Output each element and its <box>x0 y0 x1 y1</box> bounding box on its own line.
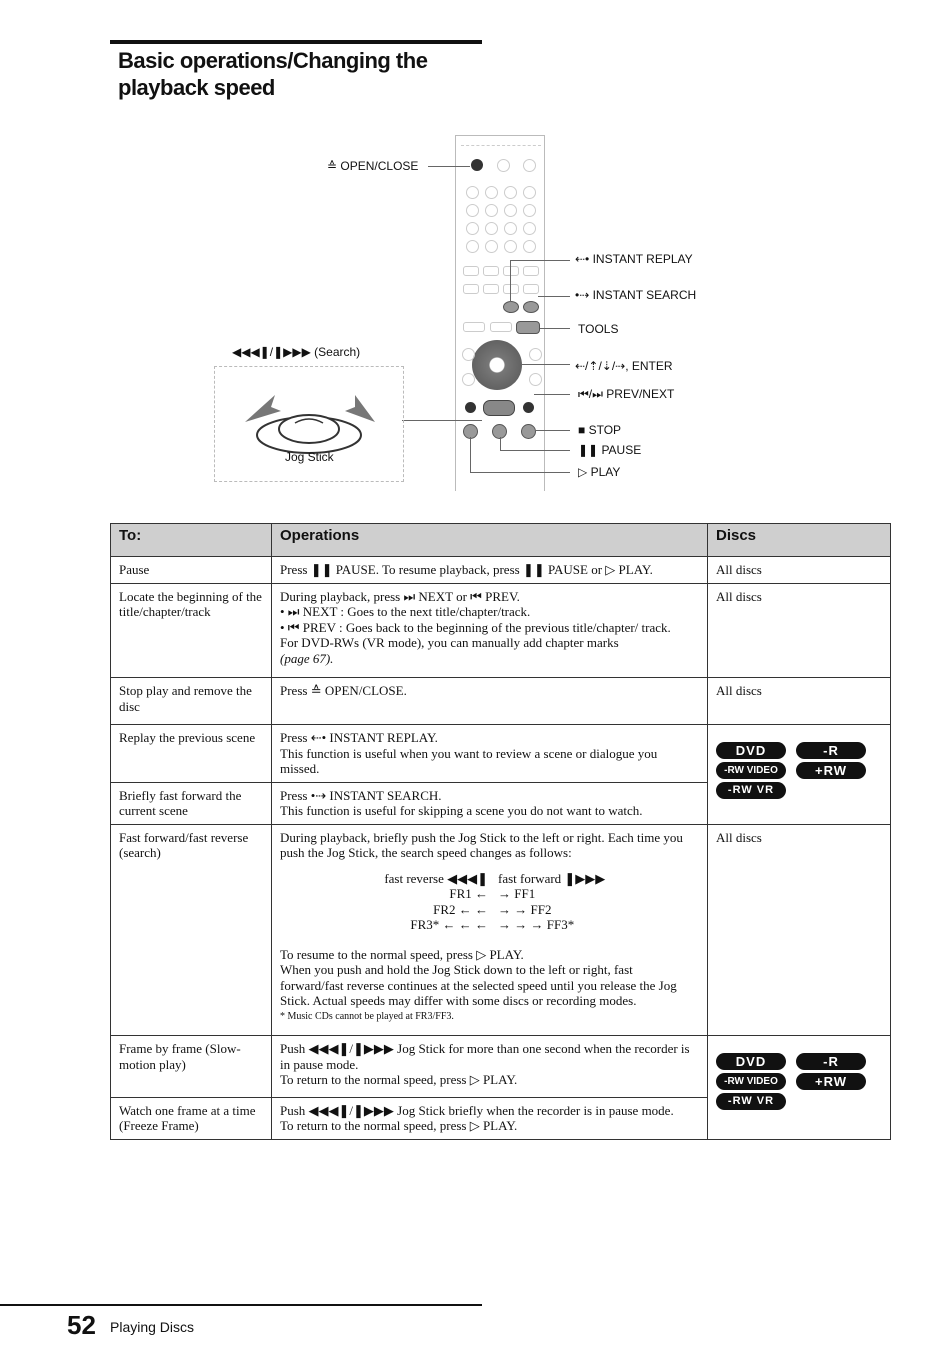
number-button-icon <box>485 240 498 253</box>
number-button-icon <box>485 222 498 235</box>
jog-stick-remote-icon <box>483 400 515 416</box>
table-row-stop <box>111 678 891 725</box>
cell-to: Frame by frame (Slow-motion play) <box>111 1036 272 1098</box>
cell-to: Pause <box>111 557 272 584</box>
table-row-fastfwd <box>111 824 891 1036</box>
cell-to: Locate the beginning of the title/chapter/track <box>111 583 272 678</box>
disc-logos <box>716 1041 882 1110</box>
directional-dial-icon <box>472 340 522 390</box>
header-discs: Discs <box>708 524 891 557</box>
operation-text: Press ⇠• INSTANT REPLAY. <box>280 730 438 745</box>
dvd-rw-video-logo: -RW VIDEO <box>716 1073 786 1090</box>
page-title <box>118 47 538 101</box>
cell-discs: All discs <box>708 583 891 678</box>
instant-replay-label: ⇠• INSTANT REPLAY <box>575 252 693 266</box>
leader-line <box>510 260 570 261</box>
remote-button-icon <box>497 159 510 172</box>
tools-label: TOOLS <box>578 322 619 336</box>
leader-line <box>538 296 570 297</box>
speed-ff3: → → → FF3* <box>498 917 575 932</box>
next-button-icon <box>523 402 534 413</box>
number-button-icon <box>504 222 517 235</box>
leader-line <box>470 472 570 473</box>
leader-line <box>522 364 570 365</box>
number-button-icon <box>466 186 479 199</box>
disc-logos <box>716 730 882 799</box>
remote-button-icon <box>462 348 475 361</box>
remote-key-icon <box>503 284 519 294</box>
cell-operation: Press ≙ OPEN/CLOSE. <box>272 678 708 725</box>
cell-operation <box>272 583 708 678</box>
cell-to: Briefly fast forward the current scene <box>111 782 272 824</box>
operation-text: To resume to the normal speed, press ▷ PLAY. <box>280 946 524 962</box>
page-reference: (page 67). <box>280 650 334 666</box>
section-name: Playing Discs <box>110 1319 195 1335</box>
page-title-line2: playback speed <box>118 75 275 100</box>
speed-ff2: → → FF2 <box>498 901 552 917</box>
table-header-row <box>111 524 891 557</box>
leader-line <box>510 260 511 302</box>
leader-line <box>470 437 471 472</box>
remote-button-icon <box>529 373 542 386</box>
operation-text: This function is useful when you want to review a scene or dialogue you missed. <box>280 745 658 776</box>
cell-operation <box>272 1097 708 1139</box>
speed-ff1: → FF1 <box>498 886 536 901</box>
number-button-icon <box>485 186 498 199</box>
operation-text: This function is useful for skipping a scene you do not want to watch. <box>280 803 643 818</box>
dvd-r-logo: -R <box>796 1053 866 1070</box>
number-button-icon <box>523 240 536 253</box>
remote-key-icon <box>523 266 539 276</box>
jog-stick-label: Jog Stick <box>285 450 334 464</box>
operation-text: When you push and hold the Jog Stick down to the left or right, fast forward/fast reverse continues at the selected speed until you release the Jog Stick. Actual speeds may differ with some discs or recording modes. <box>280 962 677 1008</box>
top-rule <box>110 40 482 44</box>
operation-text: During playback, press ⏭ NEXT or ⏮ PREV. <box>280 588 520 604</box>
cell-to: Watch one frame at a time (Freeze Frame) <box>111 1097 272 1139</box>
cell-operation <box>272 782 708 824</box>
enter-label: ⇠/⇡/⇣/⇢, ENTER <box>575 359 673 373</box>
number-button-icon <box>523 204 536 217</box>
remote-button-icon <box>529 348 542 361</box>
cell-operation <box>272 1036 708 1098</box>
cell-operation <box>272 725 708 783</box>
number-button-icon <box>504 204 517 217</box>
page-title-line1: Basic operations/Changing the <box>118 48 428 73</box>
dvd-r-logo: -R <box>796 742 866 759</box>
instant-replay-button-icon <box>503 301 519 313</box>
operation-text: Push ◀◀◀❚/❚▶▶▶ Jog Stick briefly when the recorder is in pause mode. <box>280 1102 674 1118</box>
plus-rw-logo: +RW <box>796 762 866 779</box>
header-operations: Operations <box>272 524 708 557</box>
dvd-logo: DVD <box>716 742 786 759</box>
leader-line <box>534 394 570 395</box>
operations-table <box>110 523 891 1140</box>
prev-next-label: ⏮/⏭ PREV/NEXT <box>578 387 675 401</box>
header-to: To: <box>111 524 272 557</box>
number-button-icon <box>504 186 517 199</box>
remote-key-icon <box>463 284 479 294</box>
leader-line <box>540 328 570 329</box>
stop-button-icon <box>521 424 536 439</box>
footnote: * Music CDs cannot be played at FR3/FF3. <box>280 1010 454 1022</box>
cell-operation: Press ❚❚ PAUSE. To resume playback, press ❚❚ PAUSE or ▷ PLAY. <box>272 557 708 584</box>
leader-line <box>536 430 570 431</box>
number-button-icon <box>523 222 536 235</box>
fast-reverse-heading: fast reverse ◀◀◀❚ <box>384 870 488 886</box>
operation-text: To return to the normal speed, press ▷ PLAY. <box>280 1072 518 1087</box>
number-button-icon <box>466 204 479 217</box>
remote-key-icon <box>503 266 519 276</box>
operation-text: To return to the normal speed, press ▷ PLAY. <box>280 1118 518 1133</box>
cell-discs: All discs <box>708 557 891 584</box>
leader-line <box>500 437 501 450</box>
cell-discs: All discs <box>708 678 891 725</box>
speed-table <box>348 871 699 933</box>
cell-discs-logos <box>708 725 891 825</box>
cell-discs: All discs <box>708 824 891 1036</box>
operation-text: For DVD-RWs (VR mode), you can manually add chapter marks <box>280 635 619 650</box>
dvd-rw-vr-logo: -RW VR <box>716 1093 786 1110</box>
jog-stick-illustration <box>214 366 404 482</box>
dvd-rw-vr-logo: -RW VR <box>716 782 786 799</box>
instant-search-button-icon <box>523 301 539 313</box>
table-row-locate <box>111 583 891 678</box>
remote-button-icon <box>523 159 536 172</box>
table-row-pause <box>111 557 891 584</box>
remote-key-icon <box>490 322 512 332</box>
open-close-button-icon <box>471 159 483 171</box>
cell-operation <box>272 824 708 1036</box>
number-button-icon <box>466 240 479 253</box>
pause-label: ❚❚ PAUSE <box>578 443 642 457</box>
speed-fr2: FR2 ← ← <box>433 901 488 917</box>
number-button-icon <box>523 186 536 199</box>
leader-line <box>402 420 482 421</box>
remote-key-icon <box>483 266 499 276</box>
remote-key-icon <box>523 284 539 294</box>
operation-text: Press •⇢ INSTANT SEARCH. <box>280 787 442 803</box>
open-close-label: ≙ OPEN/CLOSE <box>327 159 419 173</box>
dvd-rw-video-logo: -RW VIDEO <box>716 762 786 779</box>
number-button-icon <box>485 204 498 217</box>
remote-key-icon <box>463 322 485 332</box>
page-number: 52 <box>67 1310 96 1340</box>
cell-to: Replay the previous scene <box>111 725 272 783</box>
play-label: ▷ PLAY <box>578 465 621 479</box>
tools-button-icon <box>516 321 540 334</box>
remote-key-icon <box>463 266 479 276</box>
speed-fr3: FR3* ← ← ← <box>410 917 488 932</box>
cell-to: Fast forward/fast reverse (search) <box>111 824 272 1036</box>
dvd-logo: DVD <box>716 1053 786 1070</box>
cell-to: Stop play and remove the disc <box>111 678 272 725</box>
instant-search-label: •⇢ INSTANT SEARCH <box>575 288 697 302</box>
remote-top <box>461 135 541 146</box>
prev-button-icon <box>465 402 476 413</box>
cell-discs-logos <box>708 1036 891 1140</box>
operation-text: • ⏭ NEXT : Goes to the next title/chapter/track. <box>280 604 531 619</box>
number-button-icon <box>466 222 479 235</box>
speed-fr1: FR1 ← <box>449 886 488 901</box>
leader-line <box>500 450 570 451</box>
operation-text: During playback, briefly push the Jog Stick to the left or right. Each time you push the Jog Stick, the search speed changes as follows: <box>280 829 683 860</box>
fast-forward-heading: fast forward ❚▶▶▶ <box>498 870 606 886</box>
operation-text: • ⏮ PREV : Goes back to the beginning of the previous title/chapter/ track. <box>280 619 671 635</box>
table-row-slow <box>111 1036 891 1098</box>
operation-text: Push ◀◀◀❚/❚▶▶▶ Jog Stick for more than one second when the recorder is in pause mode. <box>280 1041 690 1072</box>
remote-button-icon <box>462 373 475 386</box>
stop-label: ■ STOP <box>578 423 622 437</box>
leader-line <box>428 166 470 167</box>
remote-key-icon <box>483 284 499 294</box>
bottom-rule <box>0 1304 482 1306</box>
table-row-replay <box>111 725 891 783</box>
search-label: ◀◀◀❚/❚▶▶▶ (Search) <box>232 345 361 359</box>
number-button-icon <box>504 240 517 253</box>
plus-rw-logo: +RW <box>796 1073 866 1090</box>
